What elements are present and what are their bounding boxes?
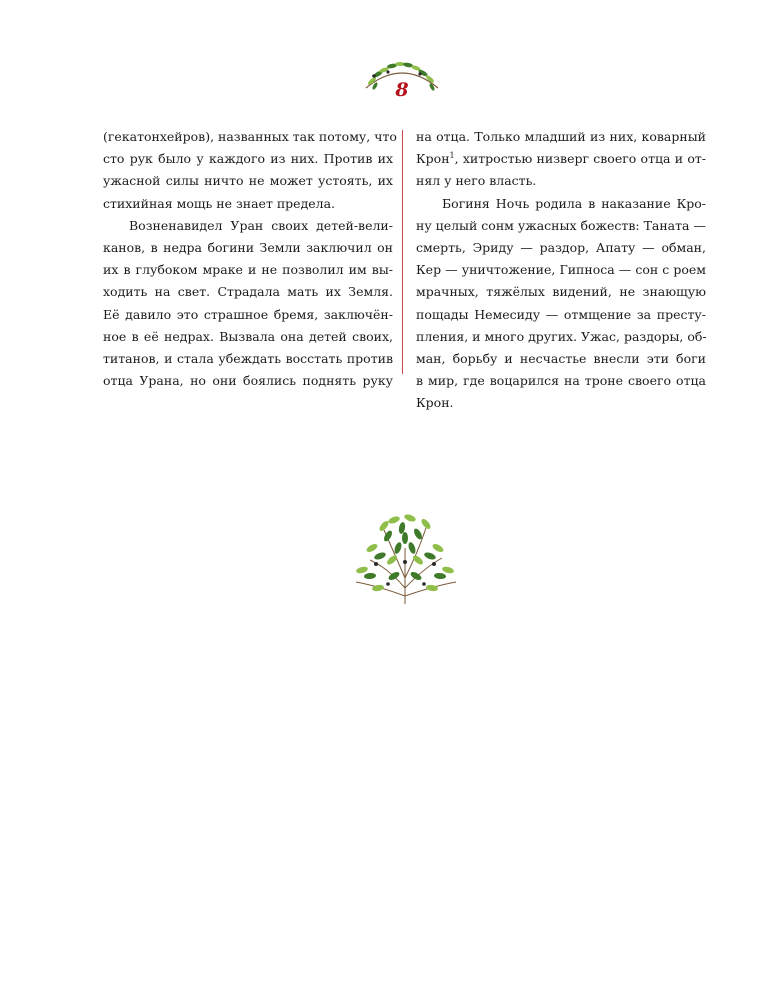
- text-line: смерть, Эриду — раздор, Апату — обман,: [416, 239, 706, 255]
- text-line: Кер — уничтожение, Гипноса — сон с роем: [416, 262, 706, 278]
- green-shrub-icon: [348, 508, 463, 608]
- text-line: (гекатонхейров), названных так потому, что: [103, 129, 397, 144]
- text-fragment: Крон: [416, 151, 450, 167]
- text-line: ну целый сонм ужасных божеств: Таната —: [416, 217, 706, 233]
- text-line: в мир, где воцарился на троне своего отца: [416, 373, 706, 389]
- text-line: Возненавидел Уран своих детей-вели-: [129, 217, 393, 233]
- text-line: [416, 148, 706, 170]
- text-line: стихийная мощь не знает предела.: [103, 195, 336, 211]
- text-line: титанов, и стала убеждать восстать против: [103, 350, 393, 366]
- text-line: ман, борьбу и несчастье внесли эти боги: [416, 350, 706, 366]
- column-divider: [402, 130, 403, 374]
- text-line: сто рук было у каждого из них. Против их: [103, 151, 393, 167]
- text-line: их в глубоком мраке и не позволил им вы-: [103, 262, 393, 278]
- text-line: ужасной силы ничто не может устоять, их: [103, 173, 393, 189]
- text-line: ходить на свет. Страдала мать их Земля.: [103, 284, 393, 300]
- text-fragment: , хитростью низверг своего отца и от-: [454, 151, 706, 167]
- text-line: мрачных, тяжёлых видений, не знающую: [416, 284, 706, 300]
- text-line: нял у него власть.: [416, 173, 537, 189]
- text-line: пления, и много других. Ужас, раздоры, об-: [416, 328, 707, 344]
- text-line: Её давило это страшное бремя, заключён-: [103, 306, 393, 322]
- text-line: Крон.: [416, 395, 454, 411]
- text-line: ное в её недрах. Вызвала она детей своих,: [103, 328, 393, 344]
- footnote-mark[interactable]: 1: [449, 151, 455, 161]
- text-line: канов, в недра богини Земли заключил он: [103, 239, 393, 255]
- text-column-right: [416, 126, 706, 414]
- text-column-left: [103, 126, 397, 392]
- text-line: Богиня Ночь родила в наказание Кро-: [442, 195, 706, 211]
- text-line: пощады Немесиду — отмщение за престу-: [416, 306, 706, 322]
- text-line: на отца. Только младший из них, коварный: [416, 129, 706, 144]
- text-line: отца Урана, но они боялись поднять руку: [103, 373, 393, 389]
- page-number: 8: [395, 79, 409, 101]
